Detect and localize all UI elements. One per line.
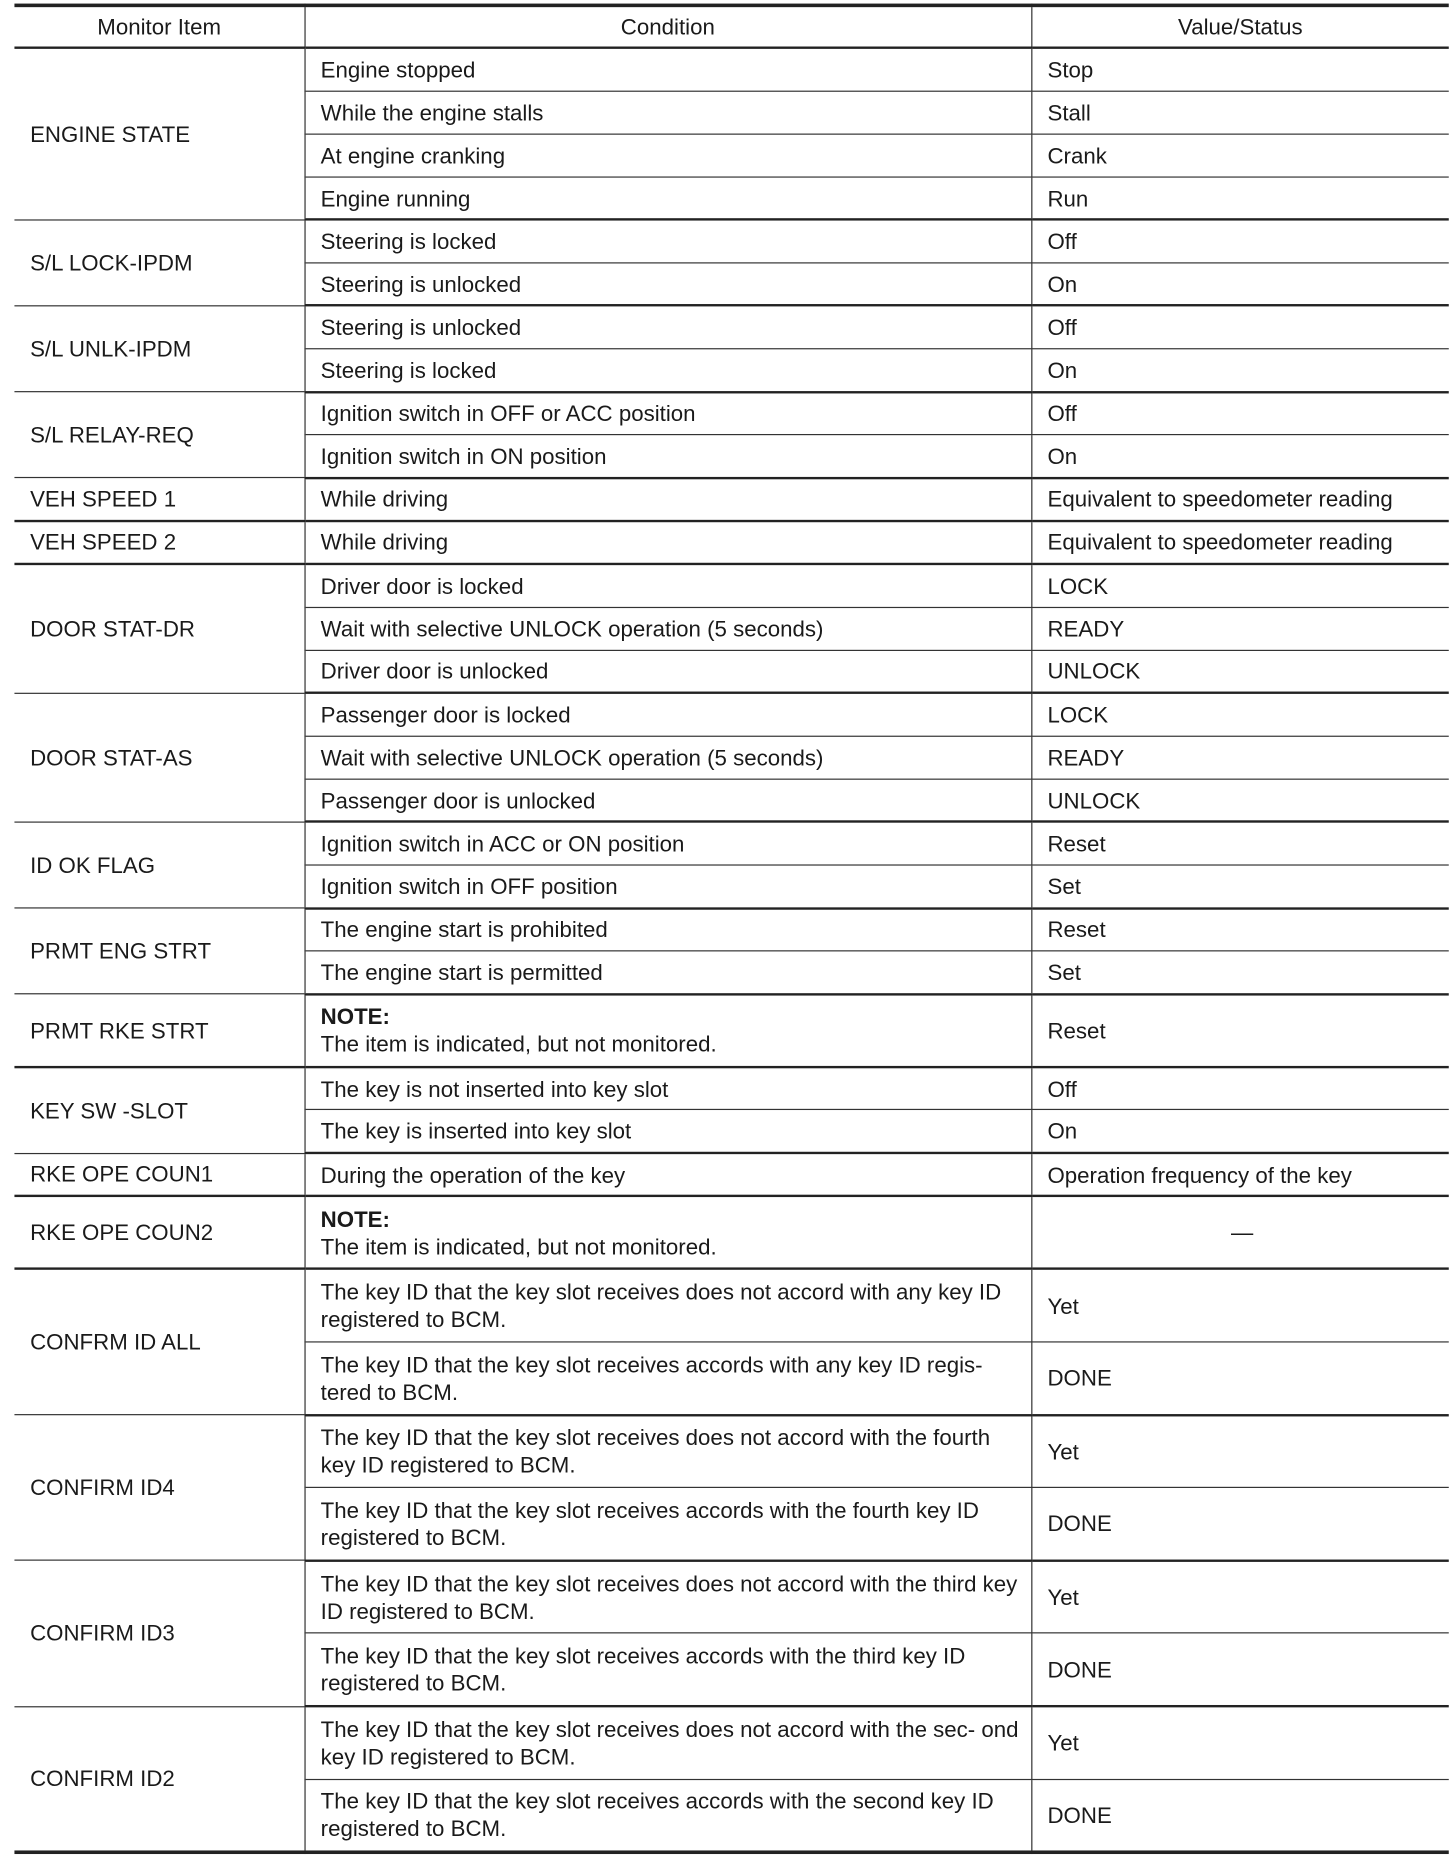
condition-cell: Wait with selective UNLOCK operation (5 seconds)	[304, 607, 1031, 650]
table-row	[14, 693, 1448, 736]
condition-cell: The key ID that the key slot receives does not accord with the sec- ond key ID registered to BCM.	[304, 1706, 1031, 1779]
condition-cell: Driver door is unlocked	[304, 650, 1031, 693]
table-row	[14, 392, 1448, 435]
condition-cell: Ignition switch in ACC or ON position	[304, 822, 1031, 865]
table-row	[14, 1560, 1448, 1633]
value-status-cell: Off	[1031, 306, 1449, 349]
monitor-item-cell: CONFIRM ID3	[14, 1560, 304, 1706]
value-status-cell: DONE	[1031, 1342, 1449, 1415]
condition-cell: The key ID that the key slot receives accords with the second key ID registered to BCM.	[304, 1779, 1031, 1852]
table-row	[14, 1196, 1448, 1269]
header-condition: Condition	[304, 5, 1031, 47]
condition-cell: Ignition switch in ON position	[304, 435, 1031, 478]
condition-cell: The key ID that the key slot receives accords with any key ID regis- tered to BCM.	[304, 1342, 1031, 1415]
value-status-cell: Yet	[1031, 1415, 1449, 1488]
monitor-item-cell: RKE OPE COUN1	[14, 1153, 304, 1196]
condition-cell: While the engine stalls	[304, 91, 1031, 134]
condition-cell: Engine stopped	[304, 48, 1031, 91]
value-status-cell: Operation frequency of the key	[1031, 1153, 1449, 1196]
condition-cell: The key is inserted into key slot	[304, 1110, 1031, 1153]
value-status-cell: Reset	[1031, 994, 1449, 1067]
value-status-cell: Yet	[1031, 1706, 1449, 1779]
condition-cell: Passenger door is unlocked	[304, 779, 1031, 822]
value-status-cell: Equivalent to speedometer reading	[1031, 478, 1449, 521]
value-status-cell: Yet	[1031, 1560, 1449, 1633]
value-status-cell: UNLOCK	[1031, 650, 1449, 693]
table-row	[14, 1415, 1448, 1488]
monitor-table	[14, 4, 1448, 1854]
table-row	[14, 1067, 1448, 1110]
condition-cell: The engine start is prohibited	[304, 908, 1031, 951]
monitor-item-cell: S/L LOCK-IPDM	[14, 220, 304, 306]
value-status-cell: Run	[1031, 177, 1449, 220]
condition-cell: While driving	[304, 478, 1031, 521]
monitor-item-cell: PRMT RKE STRT	[14, 994, 304, 1067]
condition-cell: Passenger door is locked	[304, 693, 1031, 736]
table-header-row	[14, 5, 1448, 47]
value-status-cell: READY	[1031, 736, 1449, 779]
condition-cell: Ignition switch in OFF or ACC position	[304, 392, 1031, 435]
table-row	[14, 478, 1448, 521]
monitor-item-cell: DOOR STAT-AS	[14, 693, 304, 822]
value-status-cell: On	[1031, 263, 1449, 306]
condition-cell: The key ID that the key slot receives does not accord with any key ID registered to BCM.	[304, 1269, 1031, 1342]
table-row	[14, 220, 1448, 263]
monitor-item-cell: ID OK FLAG	[14, 822, 304, 908]
monitor-item-cell: S/L RELAY-REQ	[14, 392, 304, 478]
condition-cell: Steering is locked	[304, 220, 1031, 263]
monitor-item-cell: KEY SW -SLOT	[14, 1067, 304, 1153]
condition-cell: Engine running	[304, 177, 1031, 220]
value-status-cell: Equivalent to speedometer reading	[1031, 521, 1449, 564]
condition-cell: The key ID that the key slot receives does not accord with the fourth key ID registered to BCM.	[304, 1415, 1031, 1488]
monitor-item-cell: ENGINE STATE	[14, 48, 304, 220]
table-row	[14, 994, 1448, 1067]
condition-cell: The key ID that the key slot receives accords with the fourth key ID registered to BCM.	[304, 1488, 1031, 1561]
header-value-status: Value/Status	[1031, 5, 1449, 47]
value-status-cell: Yet	[1031, 1269, 1449, 1342]
monitor-item-cell: DOOR STAT-DR	[14, 564, 304, 693]
monitor-item-cell: VEH SPEED 2	[14, 521, 304, 564]
value-status-cell: Stop	[1031, 48, 1449, 91]
monitor-item-cell: VEH SPEED 1	[14, 478, 304, 521]
value-status-cell: LOCK	[1031, 693, 1449, 736]
monitor-item-cell: CONFRM ID ALL	[14, 1269, 304, 1415]
condition-cell: The engine start is permitted	[304, 951, 1031, 994]
value-status-cell: DONE	[1031, 1633, 1449, 1706]
value-status-cell: Off	[1031, 1067, 1449, 1110]
value-status-cell: Off	[1031, 392, 1449, 435]
monitor-item-cell: PRMT ENG STRT	[14, 908, 304, 994]
value-status-cell: DONE	[1031, 1488, 1449, 1561]
condition-cell: Steering is unlocked	[304, 306, 1031, 349]
value-status-cell: Set	[1031, 865, 1449, 908]
value-status-cell: On	[1031, 1110, 1449, 1153]
note-label: NOTE:	[320, 1004, 390, 1030]
monitor-item-cell: S/L UNLK-IPDM	[14, 306, 304, 392]
value-status-cell: DONE	[1031, 1779, 1449, 1852]
table-row	[14, 1269, 1448, 1342]
table-body	[14, 48, 1448, 1853]
value-status-cell: Off	[1031, 220, 1449, 263]
condition-cell: The key is not inserted into key slot	[304, 1067, 1031, 1110]
condition-cell: Wait with selective UNLOCK operation (5 seconds)	[304, 736, 1031, 779]
value-status-cell: Reset	[1031, 908, 1449, 951]
condition-cell: The key ID that the key slot receives accords with the third key ID registered to BCM.	[304, 1633, 1031, 1706]
value-status-cell: Set	[1031, 951, 1449, 994]
condition-cell: At engine cranking	[304, 134, 1031, 177]
condition-cell	[304, 1196, 1031, 1269]
table-row	[14, 48, 1448, 91]
note-label: NOTE:	[320, 1206, 390, 1232]
value-status-cell: Reset	[1031, 822, 1449, 865]
table-row	[14, 521, 1448, 564]
condition-cell: Driver door is locked	[304, 564, 1031, 607]
table-row	[14, 1706, 1448, 1779]
monitor-item-cell: CONFIRM ID4	[14, 1415, 304, 1561]
value-status-cell: Stall	[1031, 91, 1449, 134]
note-text: The item is indicated, but not monitored.	[320, 1233, 717, 1259]
table-row	[14, 564, 1448, 607]
condition-cell: While driving	[304, 521, 1031, 564]
monitor-item-cell: CONFIRM ID2	[14, 1706, 304, 1852]
table-row	[14, 822, 1448, 865]
value-status-cell: READY	[1031, 607, 1449, 650]
table-row	[14, 1153, 1448, 1196]
value-status-cell: On	[1031, 435, 1449, 478]
value-status-cell: Crank	[1031, 134, 1449, 177]
condition-cell: During the operation of the key	[304, 1153, 1031, 1196]
monitor-item-cell: RKE OPE COUN2	[14, 1196, 304, 1269]
condition-cell: Steering is unlocked	[304, 263, 1031, 306]
condition-cell	[304, 994, 1031, 1067]
value-status-cell: —	[1031, 1196, 1449, 1269]
value-status-cell: On	[1031, 349, 1449, 392]
value-status-cell: LOCK	[1031, 564, 1449, 607]
note-text: The item is indicated, but not monitored.	[320, 1031, 717, 1057]
table-row	[14, 908, 1448, 951]
header-monitor-item: Monitor Item	[14, 5, 304, 47]
table-row	[14, 306, 1448, 349]
condition-cell: The key ID that the key slot receives does not accord with the third key ID registered to BCM.	[304, 1560, 1031, 1633]
condition-cell: Ignition switch in OFF position	[304, 865, 1031, 908]
value-status-cell: UNLOCK	[1031, 779, 1449, 822]
condition-cell: Steering is locked	[304, 349, 1031, 392]
